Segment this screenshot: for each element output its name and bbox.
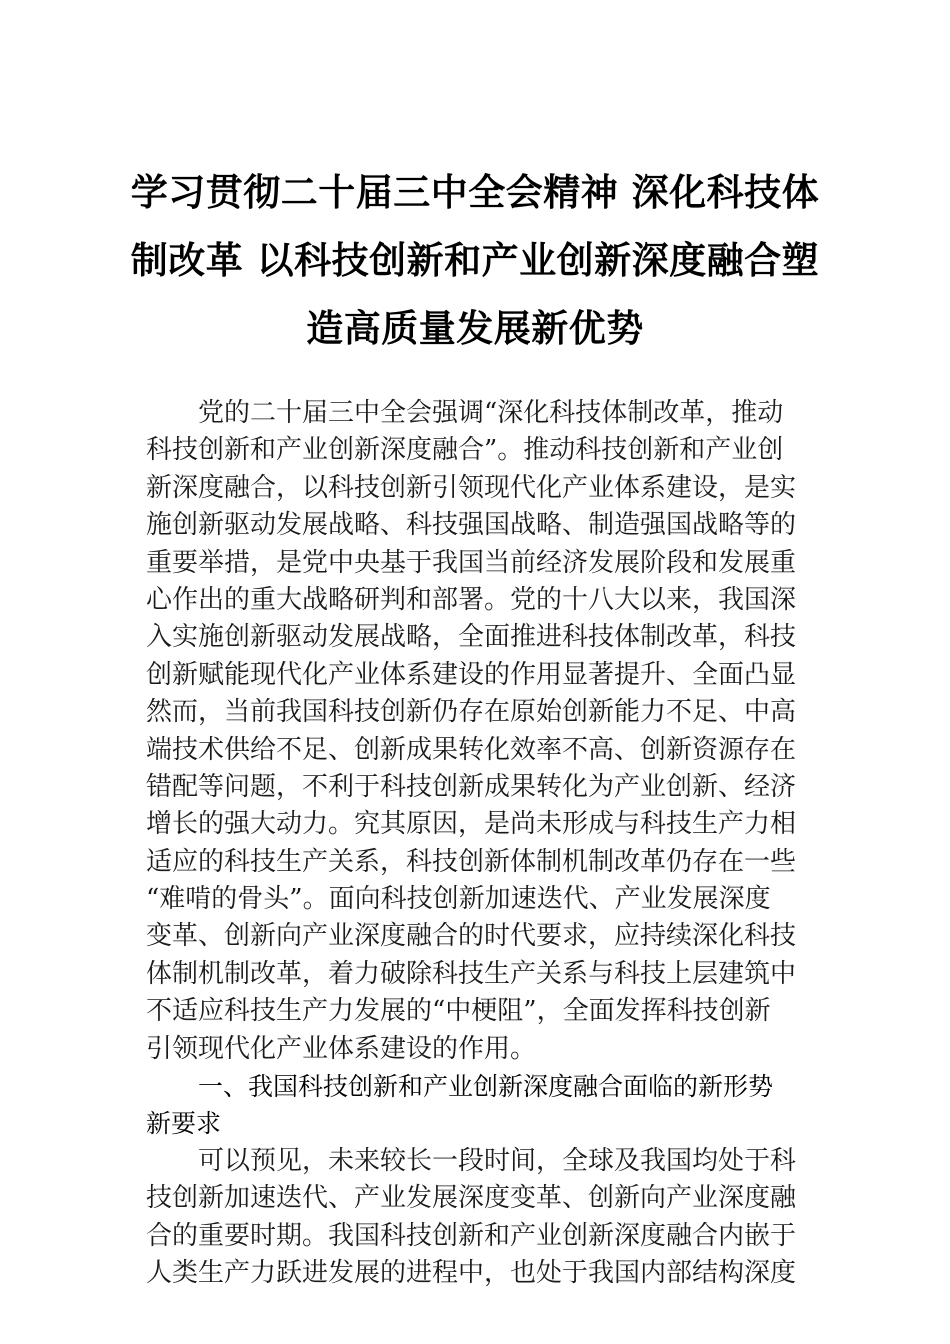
paragraph-section-one — [146, 1143, 806, 1293]
paragraph-line: 体制机制改革，着力破除科技生产关系与科技上层建筑中 — [146, 958, 797, 989]
title-line: 制改革 以科技创新和产业创新深度融合塑 — [130, 238, 820, 282]
paragraph-intro — [146, 395, 806, 1068]
paragraph-line: 端技术供给不足、创新成果转化效率不高、创新资源存在 — [146, 734, 797, 765]
paragraph-line: 适应的科技生产关系，科技创新体制机制改革仍存在一些 — [146, 846, 797, 877]
paragraph-line: 引领现代化产业体系建设的作用。 — [146, 1033, 537, 1064]
title-line: 造高质量发展新优势 — [306, 306, 644, 350]
paragraph-line: 入实施创新驱动发展战略，全面推进科技体制改革，科技 — [146, 622, 797, 653]
heading-line: 新要求 — [146, 1109, 222, 1139]
paragraph-line: 合的重要时期。我国科技创新和产业创新深度融合内嵌于 — [146, 1220, 797, 1251]
section-heading — [146, 1068, 806, 1143]
document-body — [146, 395, 806, 1292]
paragraph-line: 不适应科技生产力发展的“中梗阻”，全面发挥科技创新 — [146, 996, 771, 1027]
paragraph-line: 变革、创新向产业深度融合的时代要求，应持续深化科技 — [146, 921, 797, 952]
document-title — [120, 158, 830, 362]
paragraph-line: 创新赋能现代化产业体系建设的作用显著提升、全面凸显 — [146, 659, 797, 690]
paragraph-line: 科技创新和产业创新深度融合”。推动科技创新和产业创 — [146, 435, 784, 466]
paragraph-line: 错配等问题，不利于科技创新成果转化为产业创新、经济 — [146, 771, 797, 802]
title-line: 学习贯彻二十届三中全会精神 深化科技体 — [130, 170, 820, 214]
paragraph-line: 然而，当前我国科技创新仍存在原始创新能力不足、中高 — [146, 697, 797, 728]
paragraph-line: 新深度融合，以科技创新引领现代化产业体系建设，是实 — [146, 472, 797, 503]
paragraph-line: 重要举措，是党中央基于我国当前经济发展阶段和发展重 — [146, 547, 797, 578]
paragraph-line: 可以预见，未来较长一段时间，全球及我国均处于科 — [198, 1145, 797, 1176]
paragraph-line: 施创新驱动发展战略、科技强国战略、制造强国战略等的 — [146, 510, 797, 541]
paragraph-line: 党的二十届三中全会强调“深化科技体制改革，推动 — [198, 398, 784, 428]
paragraph-line: “难啃的骨头”。面向科技创新加速迭代、产业发展深度 — [146, 884, 771, 915]
paragraph-line: 增长的强大动力。究其原因，是尚未形成与科技生产力相 — [146, 809, 797, 840]
paragraph-line: 人类生产力跃进发展的进程中，也处于我国内部结构深度 — [146, 1257, 797, 1288]
paragraph-line: 技创新加速迭代、产业发展深度变革、创新向产业深度融 — [146, 1183, 797, 1214]
heading-line: 一、我国科技创新和产业创新深度融合面临的新形势 — [198, 1072, 774, 1102]
paragraph-line: 心作出的重大战略研判和部署。党的十八大以来，我国深 — [146, 584, 797, 615]
